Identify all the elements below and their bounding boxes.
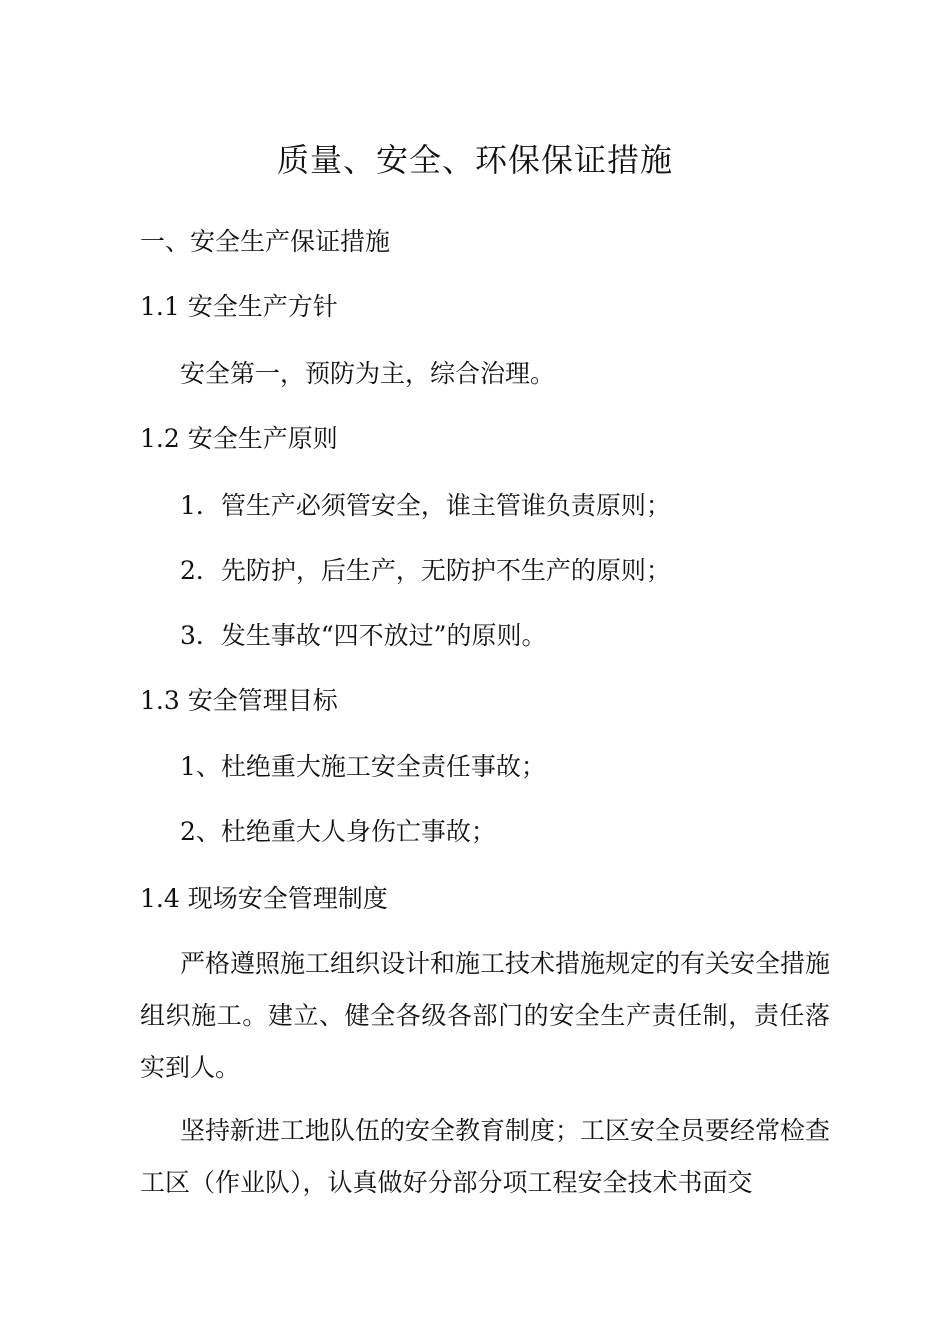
- body-paragraph: 坚持新进工地队伍的安全教育制度；工区安全员要经常检查工区（作业队），认真做好分部分项工程安全技术书面交: [140, 1116, 831, 1197]
- list-item: 3．发生事故“四不放过”的原则。: [180, 621, 547, 650]
- document-title: 质量、安全、环保保证措施: [276, 141, 673, 179]
- subsection-heading: 1.1 安全生产方针: [140, 292, 338, 321]
- list-item: 2．先防护，后生产，无防护不生产的原则；: [180, 556, 671, 585]
- list-item: 1、杜绝重大施工安全责任事故；: [180, 752, 546, 781]
- body-paragraph: 严格遵照施工组织设计和施工技术措施规定的有关安全措施组织施工。建立、健全各级各部门的安全生产责任制，责任落实到人。: [140, 949, 831, 1082]
- subsection-heading: 1.2 安全生产原则: [140, 424, 338, 453]
- subsection-heading: 1.4 现场安全管理制度: [140, 884, 388, 913]
- section-heading: 一、安全生产保证措施: [140, 227, 391, 256]
- list-item: 1．管生产必须管安全，谁主管谁负责原则；: [180, 491, 671, 520]
- subsection-heading: 1.3 安全管理目标: [140, 686, 338, 715]
- policy-text: 安全第一，预防为主，综合治理。: [180, 359, 556, 388]
- list-item: 2、杜绝重大人身伤亡事故；: [180, 817, 496, 846]
